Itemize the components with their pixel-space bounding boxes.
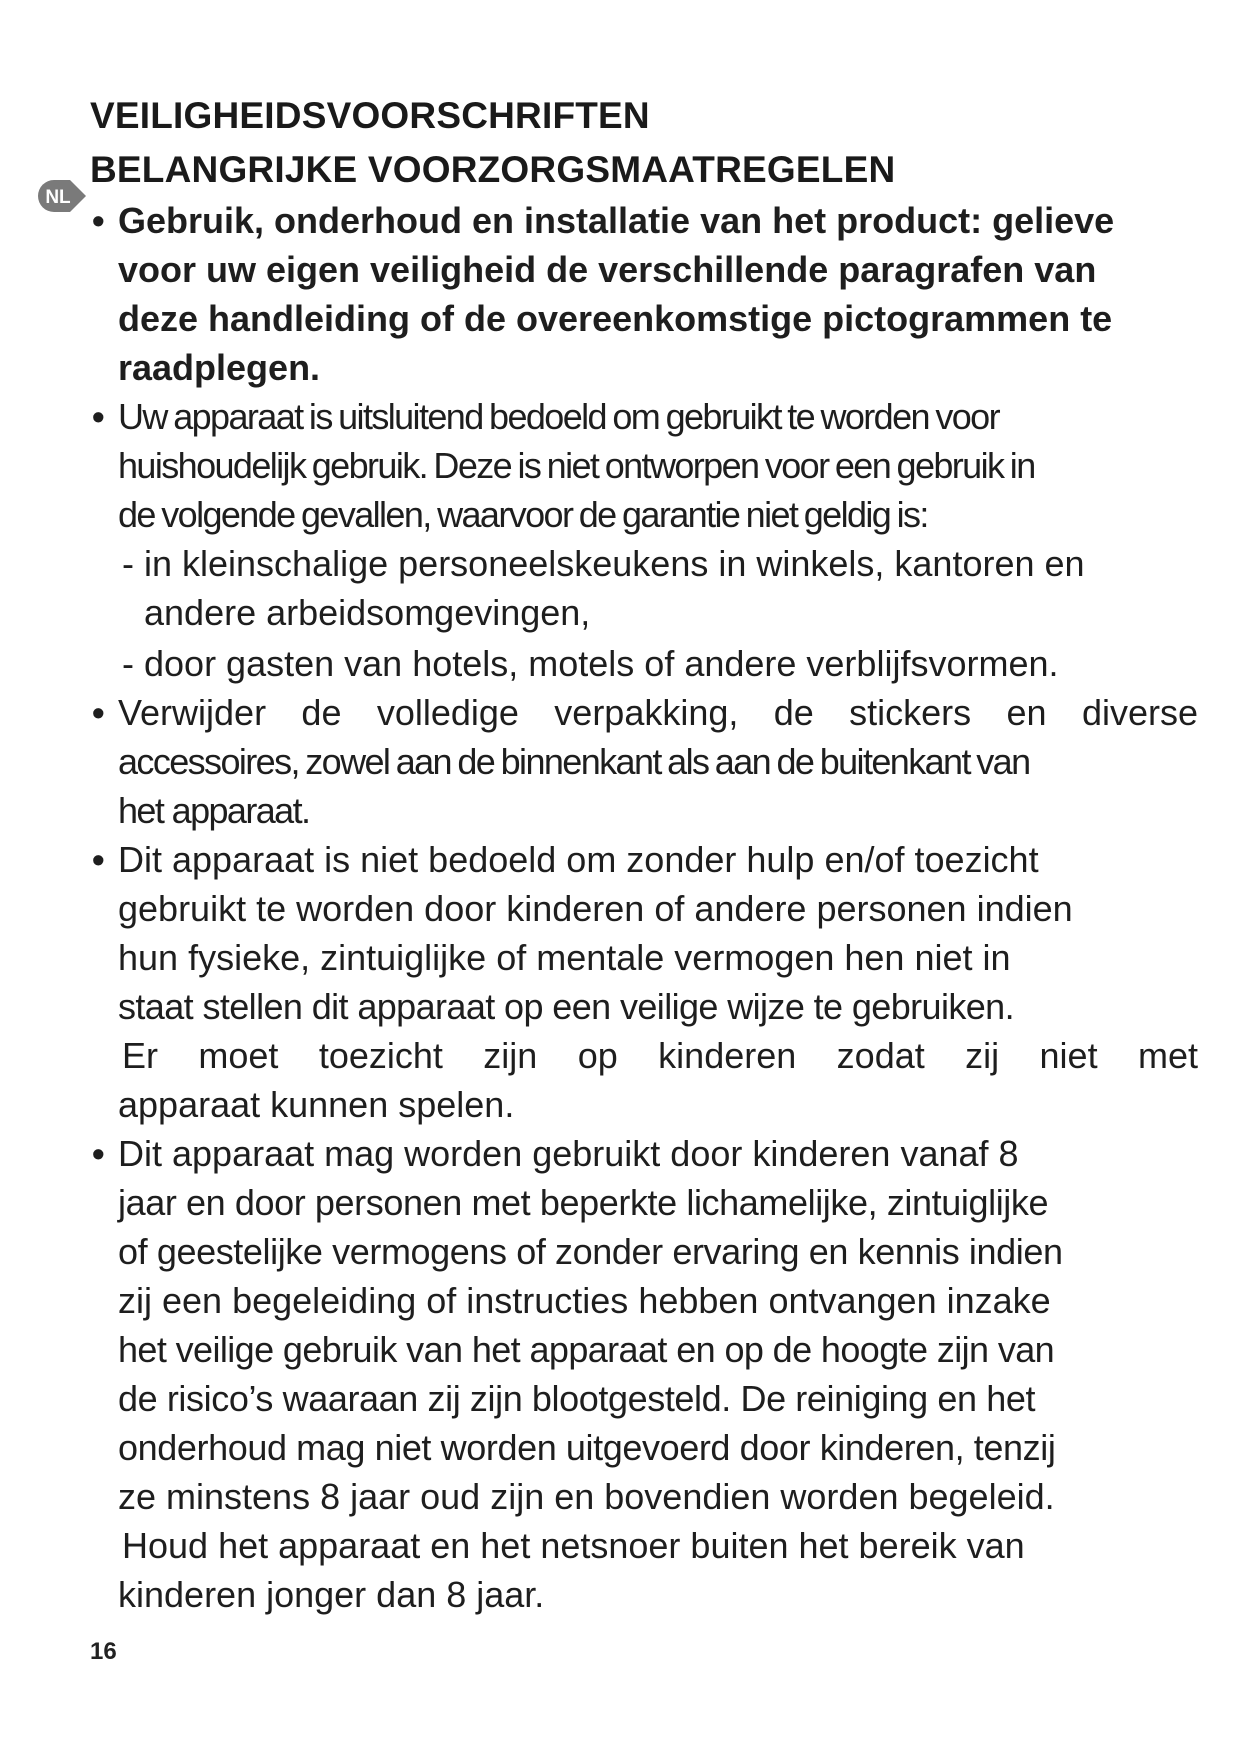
language-badge-shape [36,178,88,214]
text-line: jaar en door personen met beperkte lichamelijke, zintuiglijke [118,1182,1049,1223]
text-line: de risico’s waaraan zij zijn blootgesteld. De reiniging en het [118,1378,1036,1419]
sub-list-item [122,639,1200,688]
text-line: het apparaat. [118,790,310,831]
text-line: andere arbeidsomgevingen, [144,592,591,633]
bullet: • [92,692,105,733]
language-badge-label: NL [45,187,71,208]
language-badge [36,178,88,214]
text-line: de volgende gevallen, waarvoor de garantie niet geldig is: [118,494,928,535]
text-line: Gebruik, onderhoud en installatie van het product: gelieve [118,200,1115,241]
text-line: Uw apparaat is uitsluitend bedoeld om gebruikt te worden voor [118,396,999,437]
text-line: Dit apparaat mag worden gebruikt door kinderen vanaf 8 [118,1133,1019,1174]
sub-list-item [122,539,1200,637]
text-line: gebruikt te worden door kinderen of andere personen indien [118,888,1073,929]
text-line: voor uw eigen veiligheid de verschillende paragrafen van [118,249,1097,290]
text-line: Verwijder de volledige verpakking, de stickers en diverse [118,692,1198,733]
bullet: • [92,200,105,241]
text-line: Dit apparaat is niet bedoeld om zonder hulp en/of toezicht [118,839,1039,880]
text-line: onderhoud mag niet worden uitgevoerd door kinderen, tenzij [118,1427,1056,1468]
text-line: apparaat kunnen spelen. [118,1084,515,1125]
text-line: accessoires, zowel aan de binnenkant als aan de buitenkant van [118,741,1030,782]
safety-instructions [90,196,1200,1619]
section-subtitle: BELANGRIJKE VOORZORGSMAATREGELEN [90,149,896,190]
text-line: staat stellen dit apparaat op een veilige wijze te gebruiken. [118,986,1014,1027]
list-item [90,835,1200,1129]
list-item [90,392,1200,688]
text-line: Houd het apparaat en het netsnoer buiten het bereik van [122,1525,1025,1566]
page-number: 16 [90,1638,117,1665]
text-line: Er moet toezicht zijn op kinderen zodat zij niet met [122,1035,1198,1076]
text-line: door gasten van hotels, motels of andere verblijfsvormen. [144,643,1059,684]
text-line: ze minstens 8 jaar oud zijn en bovendien worden begeleid. [118,1476,1055,1517]
text-line: raadplegen. [118,347,321,388]
text-line: huishoudelijk gebruik. Deze is niet ontworpen voor een gebruik in [118,445,1035,486]
text-line: het veilige gebruik van het apparaat en op de hoogte zijn van [118,1329,1055,1370]
bullet: • [92,1133,105,1174]
bullet: • [92,839,105,880]
list-item [90,196,1200,392]
section-title: VEILIGHEIDSVOORSCHRIFTEN [90,95,650,136]
list-item [90,688,1200,835]
text-line: in kleinschalige personeelskeukens in winkels, kantoren en [144,543,1085,584]
text-line: kinderen jonger dan 8 jaar. [118,1574,545,1615]
list-item [90,1129,1200,1619]
text-line: hun fysieke, zintuiglijke of mentale vermogen hen niet in [118,937,1011,978]
dash: - [122,643,134,684]
dash: - [122,543,134,584]
text-line: of geestelijke vermogens of zonder ervaring en kennis indien [118,1231,1063,1272]
text-line: zij een begeleiding of instructies hebben ontvangen inzake [118,1280,1051,1321]
bullet: • [92,396,105,437]
text-line: deze handleiding of de overeenkomstige pictogrammen te [118,298,1113,339]
